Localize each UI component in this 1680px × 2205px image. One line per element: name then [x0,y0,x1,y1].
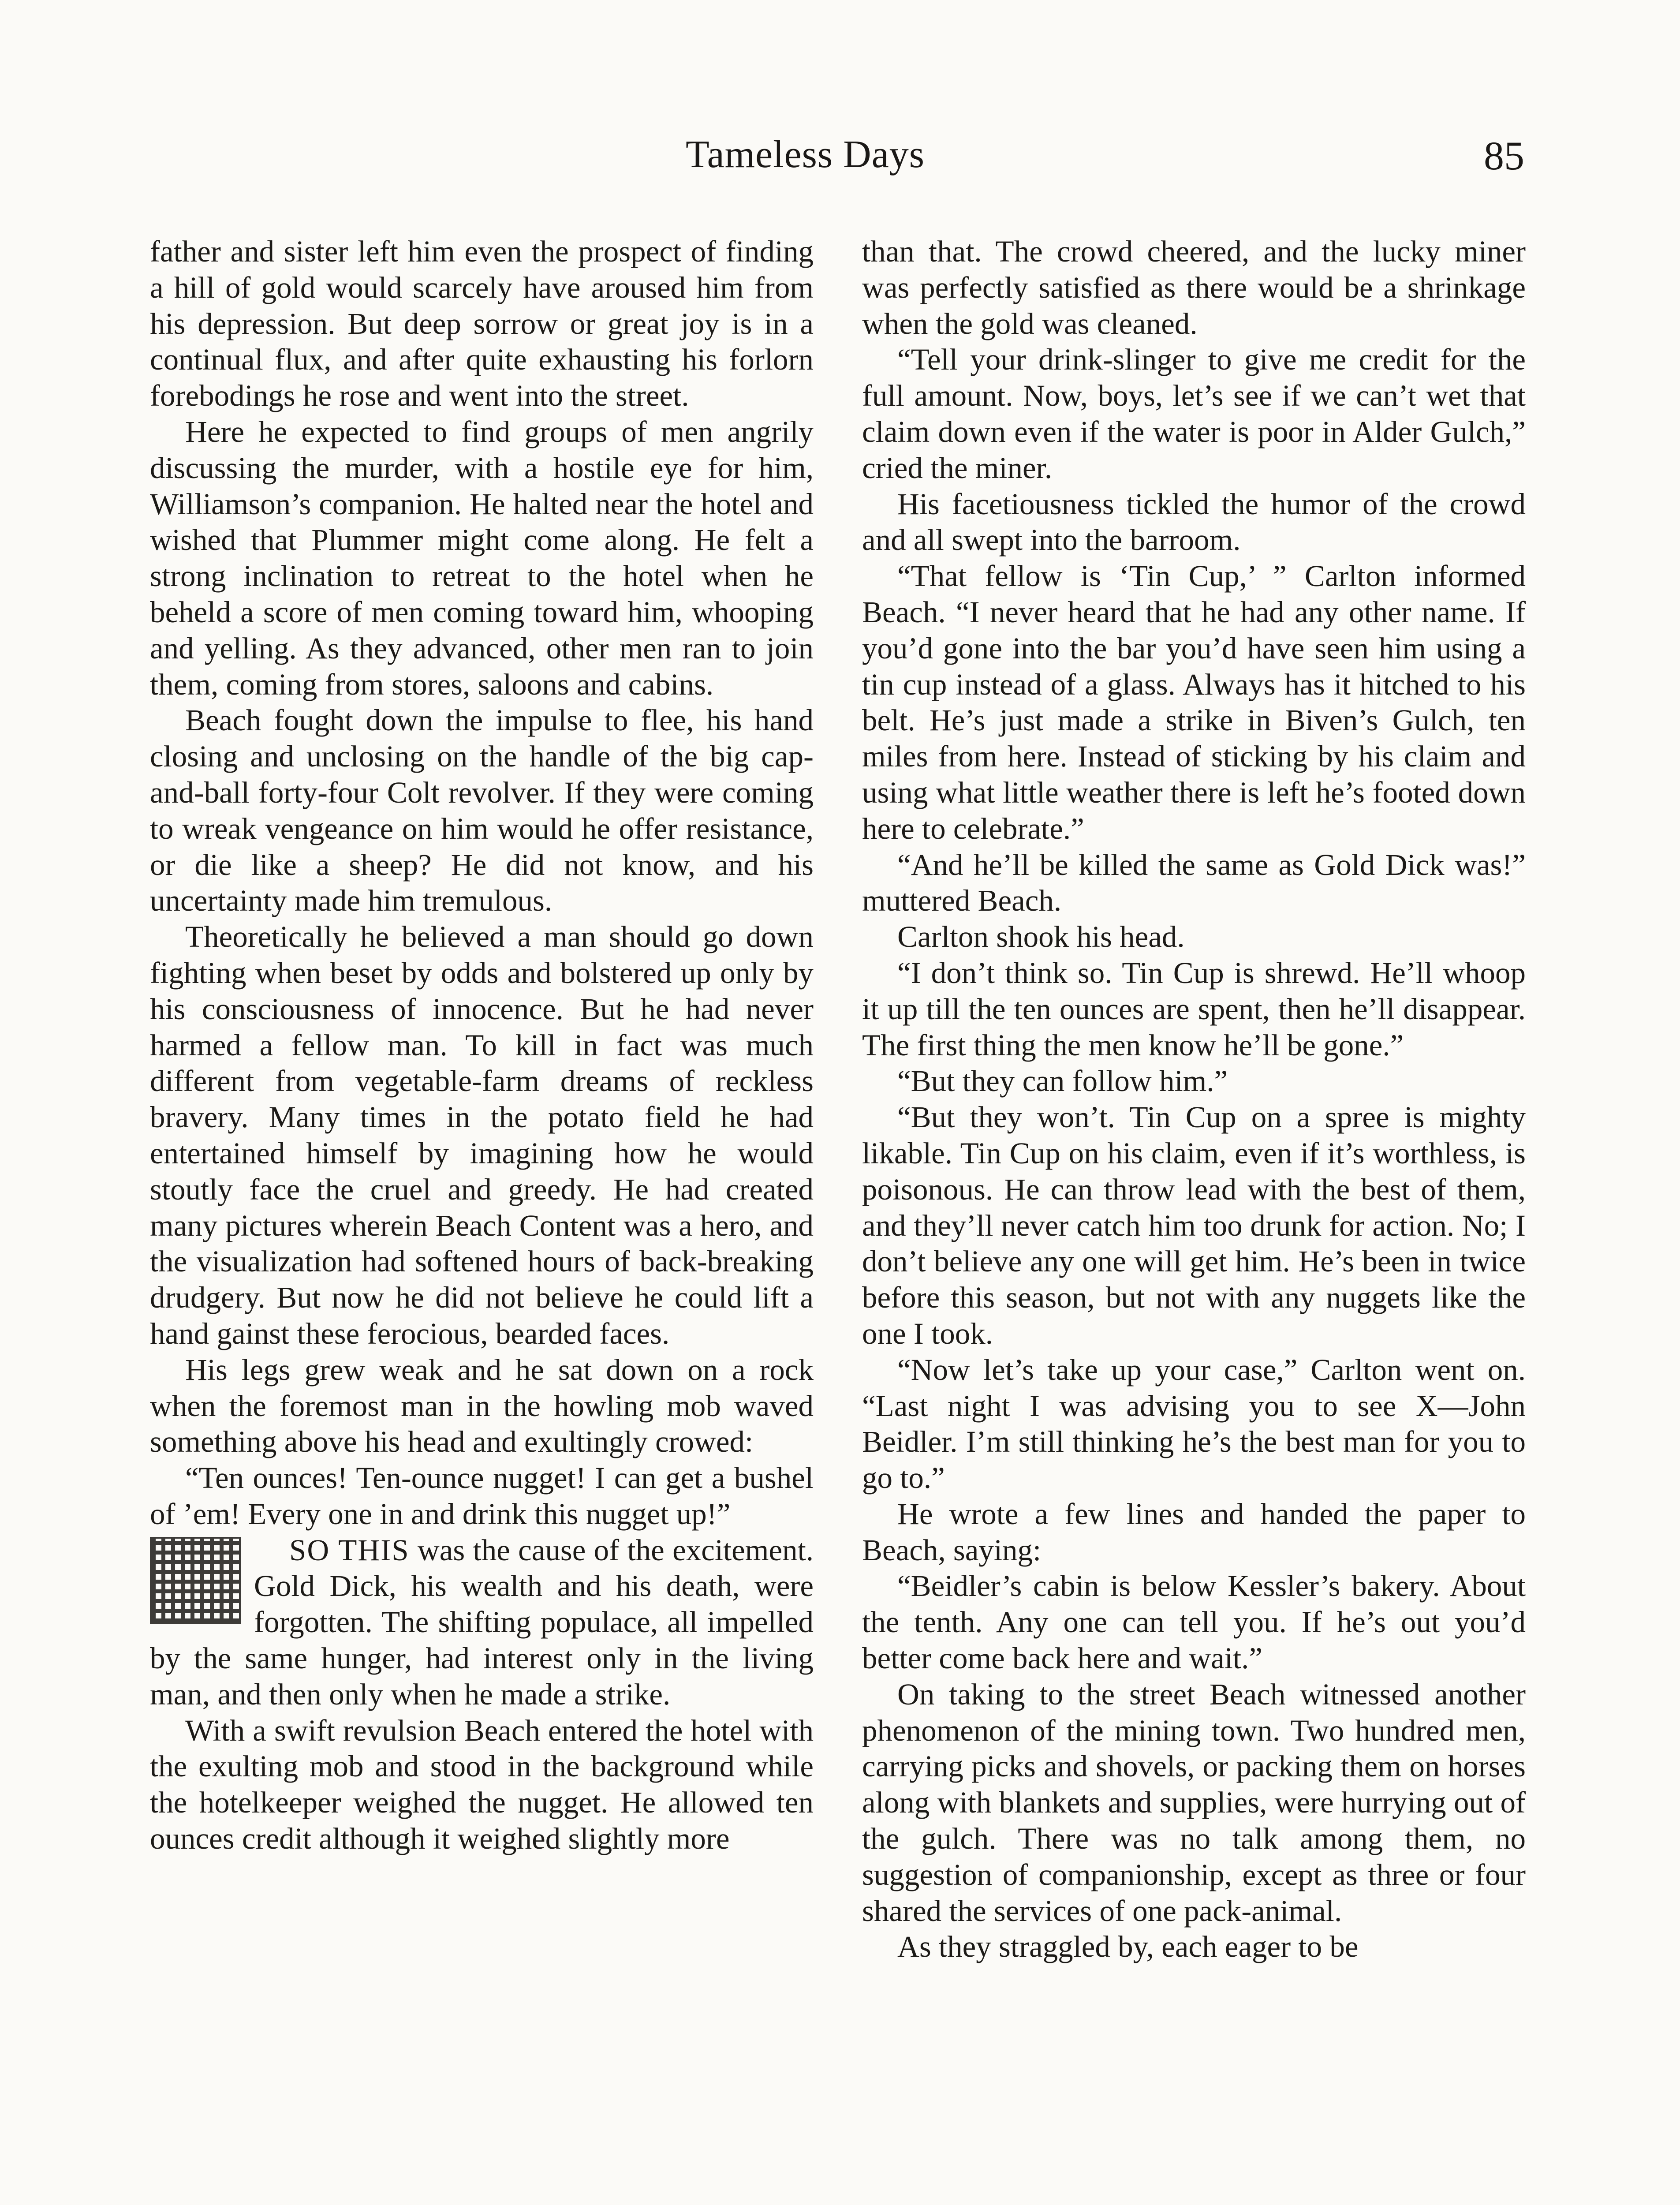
paragraph: father and sister left him even the prospect of finding a hill of gold would scarcely have aroused him from his depression. But deep sorrow or great joy is in a continual flux, and after quite exhausting his forlorn forebodings he rose and went into the street. [150,235,814,413]
paragraph: His legs grew weak and he sat down on a rock when the foremost man in the howling mob waved something above his head and exultingly crowed: [150,1353,814,1459]
paragraph: Beach fought down the impulse to flee, his hand closing and unclosing on the handle of the big cap-and-ball forty-four Colt revolver. If they were coming to wreak vengeance on him would he offer resistance, or die like a sheep? He did not know, and his uncertainty made him tremulous. [150,703,814,918]
paragraph: As they straggled by, each eager to be [897,1930,1359,1964]
running-title: Tameless Days [686,133,925,176]
paragraph: Carlton shook his head. [897,920,1185,954]
right-column [862,234,1526,1965]
paragraph: His facetiousness tickled the humor of the crowd and all swept into the barroom. [862,487,1526,557]
page-number: 85 [1484,133,1524,178]
paragraph: “Now let’s take up your case,” Carlton went on. “Last night I was advising you to see X—John Beidler. I’m still thinking he’s the best man for you to go to.” [862,1353,1526,1495]
section-opener-text: was the cause of the excitement. Gold Dick, his wealth and his death, were forgotten. The shifting populace, all impelled by the same hunger, had interest only in the living man, and then only when he made a strike. [150,1533,814,1711]
ornament-icon [150,1537,241,1624]
paragraph: With a swift revulsion Beach entered the hotel with the exulting mob and stood in the background while the hotelkeeper weighed the nugget. He allowed ten ounces credit although it weighed slightly more [150,1713,814,1856]
paragraph: “Ten ounces! Ten-ounce nugget! I can get a bushel of ’em! Every one in and drink this nugget up!” [150,1461,814,1531]
left-column [150,234,814,1857]
paragraph: He wrote a few lines and handed the paper to Beach, saying: [862,1497,1526,1567]
paragraph: Theoretically he believed a man should go down fighting when beset by odds and bolstered up only by his consciousness of innocence. But he had never harmed a fellow man. To kill in fact was much different from vegetable-farm dreams of reckless bravery. Many times in the potato field he had entertained himself by imagining how he would stoutly face the cruel and greedy. He had created many pictures wherein Beach Content was a hero, and the visualization had softened hours of back-breaking drudgery. But now he did not believe he could lift a hand gainst these ferocious, bearded faces. [150,920,814,1350]
paragraph: “That fellow is ‘Tin Cup,’ ” Carlton informed Beach. “I never heard that he had any other name. If you’d gone into the bar you’d have seen him using a tin cup instead of a glass. Always has it hitched to his belt. He’s just made a strike in Biven’s Gulch, ten miles from here. Instead of sticking by his claim and using what little weather there is left he’s footed down here to celebrate.” [862,559,1526,845]
paragraph: “Beidler’s cabin is below Kessler’s bakery. About the tenth. Any one can tell you. If he’s out you’d better come back here and wait.” [862,1569,1526,1675]
paragraph: “But they won’t. Tin Cup on a spree is mighty likable. Tin Cup on his claim, even if it’s worthless, is poisonous. He can throw lead with the best of them, and they’ll never catch him too drunk for action. No; I don’t believe any one will get him. He’s been in twice before this season, but not with any nuggets like the one I took. [862,1100,1526,1350]
paragraph: On taking to the street Beach witnessed another phenomenon of the mining town. Two hundred men, carrying picks and shovels, or packing them on horses along with blankets and supplies, were hurrying out of the gulch. There was no talk among them, no suggestion of companionship, except as three or four shared the services of one pack-animal. [862,1677,1526,1928]
paragraph: Here he expected to find groups of men angrily discussing the murder, with a hostile eye for him, Williamson’s companion. He halted near the hotel and wished that Plummer might come along. He felt a strong inclination to retreat to the hotel when he beheld a score of men coming toward him, whooping and yelling. As they advanced, other men ran to join them, coming from stores, saloons and cabins. [150,415,814,701]
paragraph: “I don’t think so. Tin Cup is shrewd. He’ll whoop it up till the ten ounces are spent, then he’ll disappear. The first thing the men know he’ll be gone.” [862,956,1526,1062]
section-opener-paragraph [150,1532,814,1713]
paragraph: “But they can follow him.” [897,1064,1228,1098]
paragraph: “Tell your drink-slinger to give me credit for the full amount. Now, boys, let’s see if we can’t wet that claim down even if the water is poor in Alder Gulch,” cried the miner. [862,343,1526,485]
section-opener-caps: SO THIS [289,1533,410,1567]
paragraph: “And he’ll be killed the same as Gold Dick was!” muttered Beach. [862,848,1526,918]
paragraph: than that. The crowd cheered, and the lucky miner was perfectly satisfied as there would be a shrinkage when the gold was cleaned. [862,235,1526,340]
